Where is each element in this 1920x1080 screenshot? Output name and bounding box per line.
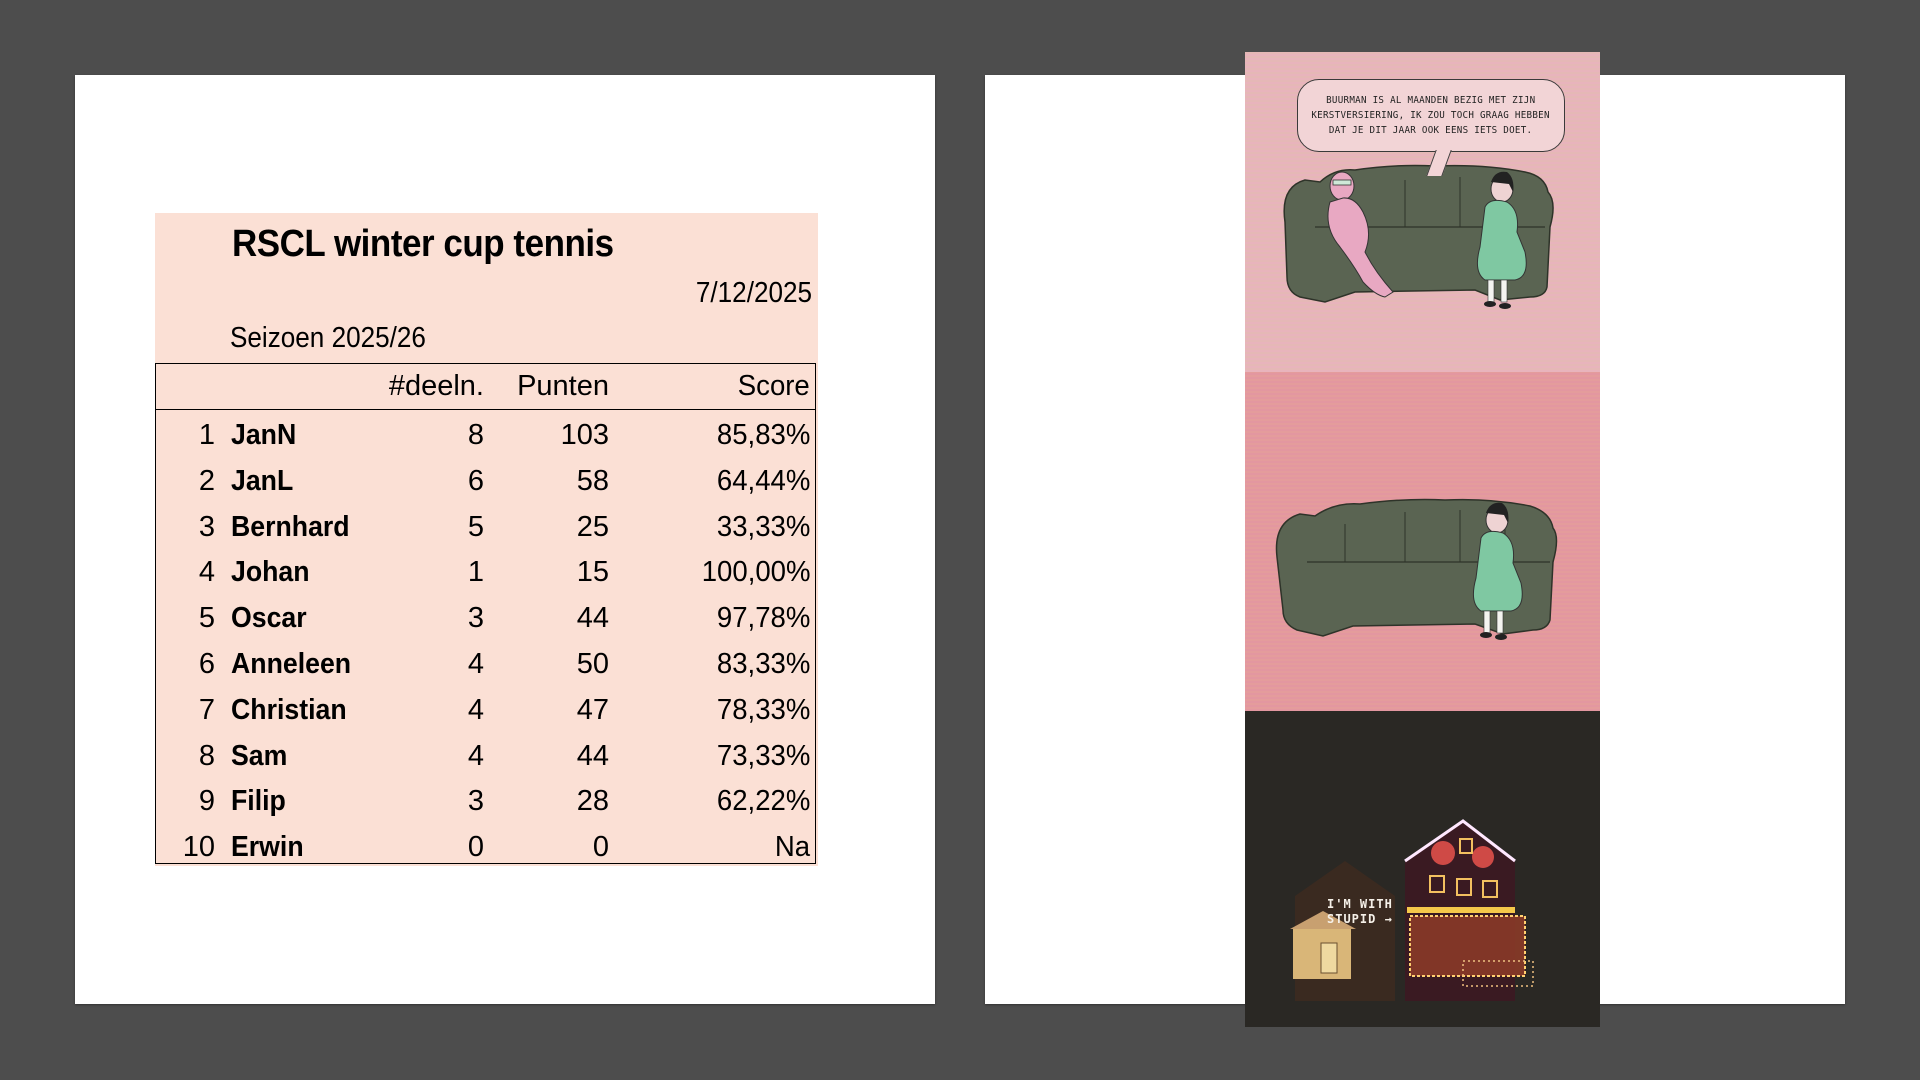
photo-caption-line: STUPID → (1327, 912, 1393, 926)
points: 25 (576, 510, 609, 543)
comic-panel-1 (1245, 52, 1600, 372)
table-row (156, 412, 815, 458)
header-score: Score (738, 370, 810, 402)
rank: 8 (198, 739, 215, 772)
score: 83,33% (716, 647, 810, 680)
sofa-couple-illustration (1245, 52, 1600, 372)
comic-panel-2 (1245, 372, 1600, 711)
rank: 9 (198, 785, 215, 818)
table-header (156, 364, 815, 410)
points: 103 (560, 419, 609, 451)
score: 85,83% (716, 419, 810, 451)
left-slide (75, 75, 935, 1004)
table-row (156, 778, 815, 824)
table-row (156, 824, 815, 870)
player-name: Johan (231, 556, 310, 589)
rank: 10 (182, 831, 215, 864)
player-name: Bernhard (231, 510, 350, 543)
table-row (156, 458, 815, 504)
participations: 0 (467, 831, 484, 864)
rank: 1 (198, 419, 215, 451)
photo-caption (1327, 897, 1393, 927)
score: 97,78% (716, 602, 810, 635)
points: 47 (576, 693, 609, 726)
table-row (156, 687, 815, 733)
participations: 4 (467, 739, 484, 772)
score: 33,33% (716, 510, 810, 543)
score: 78,33% (716, 693, 810, 726)
participations: 1 (467, 556, 484, 589)
player-name: JanL (231, 464, 294, 497)
participations: 3 (467, 602, 484, 635)
standings-table (155, 363, 816, 864)
points: 50 (576, 647, 609, 680)
table-row (156, 595, 815, 641)
score: 73,33% (716, 739, 810, 772)
comic-panel-3-photo (1245, 711, 1600, 1027)
points: 15 (576, 556, 609, 589)
speech-line: BUURMAN IS AL MAANDEN BEZIG MET ZIJN (1326, 95, 1536, 106)
table-row (156, 641, 815, 687)
speech-line: DAT JE DIT JAAR OOK EENS IETS DOET. (1329, 125, 1533, 136)
scoreboard-sheet (155, 213, 818, 866)
header-punten: Punten (517, 370, 609, 402)
score: 64,44% (716, 464, 810, 497)
participations: 4 (467, 693, 484, 726)
rank: 6 (198, 647, 215, 680)
christmas-houses-photo (1245, 711, 1600, 1027)
table-row (156, 549, 815, 595)
score: 62,22% (716, 785, 810, 818)
table-row (156, 733, 815, 779)
comic-strip-image (1245, 52, 1600, 1027)
rank: 3 (198, 510, 215, 543)
table-row (156, 504, 815, 550)
score: 100,00% (701, 556, 810, 589)
table-body (156, 410, 815, 870)
rank: 5 (198, 602, 215, 635)
participations: 5 (467, 510, 484, 543)
player-name: JanN (231, 419, 297, 451)
player-name: Erwin (231, 831, 304, 864)
participations: 3 (467, 785, 484, 818)
sheet-season: Seizoen 2025/26 (230, 322, 426, 354)
rank: 4 (198, 556, 215, 589)
player-name: Sam (231, 739, 288, 772)
player-name: Filip (231, 785, 286, 818)
sheet-title: RSCL winter cup tennis (232, 223, 614, 265)
participations: 8 (467, 419, 484, 451)
rank: 2 (198, 464, 215, 497)
sheet-date: 7/12/2025 (695, 277, 812, 309)
header-deeln: #deeln. (388, 370, 484, 402)
sofa-woman-illustration (1245, 372, 1600, 711)
photo-caption-line: I'M WITH (1327, 897, 1393, 911)
points: 0 (592, 831, 609, 864)
points: 28 (576, 785, 609, 818)
points: 44 (576, 602, 609, 635)
player-name: Anneleen (231, 647, 352, 680)
points: 44 (576, 739, 609, 772)
player-name: Christian (231, 693, 347, 726)
points: 58 (576, 464, 609, 497)
player-name: Oscar (231, 602, 307, 635)
participations: 4 (467, 647, 484, 680)
rank: 7 (198, 693, 215, 726)
score: Na (774, 831, 810, 864)
participations: 6 (467, 464, 484, 497)
speech-line: KERSTVERSIERING, IK ZOU TOCH GRAAG HEBBEN (1311, 110, 1551, 121)
